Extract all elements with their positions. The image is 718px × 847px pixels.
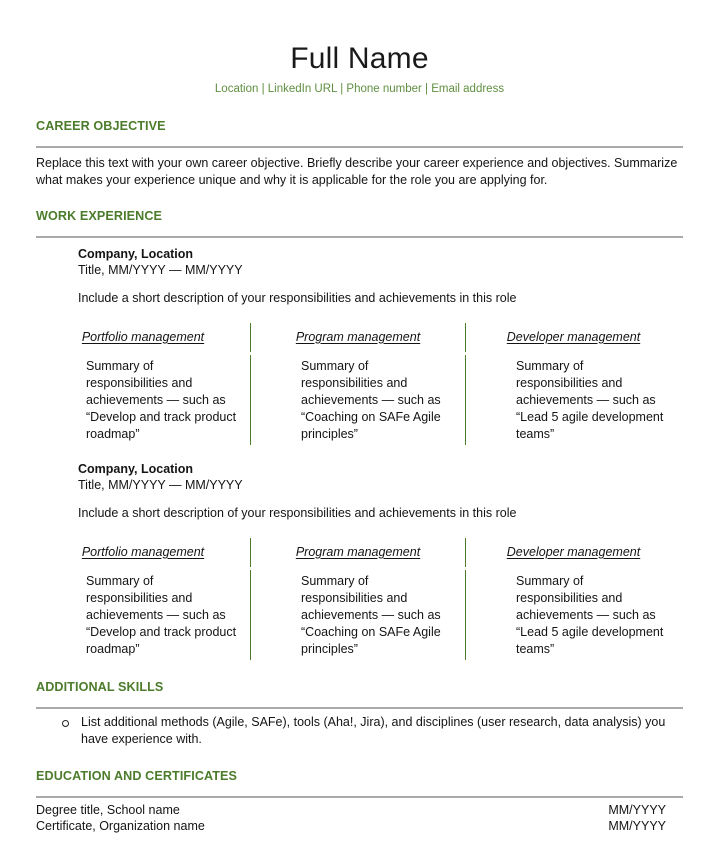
education-entry-date: MM/YYYY (608, 819, 666, 834)
column-header-program: Program management (295, 330, 421, 345)
column-header-cell (36, 323, 251, 352)
column-summary-program: Summary of responsibilities and achievements — such as “Coaching on SAFe Agile principles” (251, 570, 466, 660)
skills-columns-table (36, 538, 681, 660)
career-objective-text: Replace this text with your own career objective. Briefly describe your career experience and objectives. Summarize what makes your experience unique and why it is applicable for the role you are applying for. (36, 156, 678, 188)
column-header-cell (251, 323, 466, 352)
column-header-cell (36, 538, 251, 567)
column-header-cell (466, 323, 681, 352)
education-row (36, 802, 683, 819)
skills-list-item (62, 714, 683, 748)
column-summary-program: Summary of responsibilities and achievements — such as “Coaching on SAFe Agile principles” (251, 355, 466, 445)
circle-bullet-icon (62, 720, 69, 727)
column-header-developer: Developer management (506, 330, 641, 345)
role-description: Include a short description of your responsibilities and achievements in this role (78, 505, 517, 520)
education-list (36, 802, 683, 835)
column-summary-portfolio: Summary of responsibilities and achievements — such as “Develop and track product roadmap” (36, 570, 251, 660)
education-entry-date: MM/YYYY (608, 802, 666, 817)
education-entry-text: Degree title, School name (36, 802, 180, 817)
company-name: Company, Location (78, 246, 194, 261)
column-summary-developer: Summary of responsibilities and achievements — such as “Lead 5 agile development teams” (516, 573, 664, 656)
education-row (36, 818, 683, 835)
column-header-developer: Developer management (506, 545, 641, 560)
skills-columns-table (36, 323, 681, 445)
company-name: Company, Location (78, 461, 194, 476)
section-divider-line (36, 236, 683, 238)
section-divider-line (36, 707, 683, 709)
column-header-cell (251, 538, 466, 567)
work-experience-entry (78, 246, 683, 445)
column-header-program: Program management (295, 545, 421, 560)
column-summary-portfolio: Summary of responsibilities and achievements — such as “Develop and track product roadmap” (36, 355, 251, 445)
job-title-dates: Title, MM/YYYY — MM/YYYY (78, 262, 243, 277)
column-summary-developer: Summary of responsibilities and achievements — such as “Lead 5 agile development teams” (516, 358, 664, 441)
education-entry-text: Certificate, Organization name (36, 819, 205, 834)
section-heading-career-objective: CAREER OBJECTIVE (36, 119, 166, 133)
role-description: Include a short description of your responsibilities and achievements in this role (78, 290, 517, 305)
section-heading-additional-skills: ADDITIONAL SKILLS (36, 679, 164, 694)
section-heading-education: EDUCATION AND CERTIFICATES (36, 768, 238, 783)
work-experience-entry (78, 461, 683, 660)
column-header-portfolio: Portfolio management (81, 545, 205, 560)
column-header-cell (466, 538, 681, 567)
section-divider-line (36, 146, 683, 148)
section-heading-work-experience: WORK EXPERIENCE (36, 208, 163, 223)
contact-line: Location | LinkedIn URL | Phone number | Email address (214, 83, 505, 95)
skills-item-text: List additional methods (Agile, SAFe), tools (Aha!, Jira), and disciplines (user research, data analysis) you have experience with. (81, 714, 666, 746)
section-divider-line (36, 796, 683, 798)
page-title: Full Name (290, 42, 429, 75)
job-title-dates: Title, MM/YYYY — MM/YYYY (78, 477, 243, 492)
column-header-portfolio: Portfolio management (81, 330, 205, 345)
